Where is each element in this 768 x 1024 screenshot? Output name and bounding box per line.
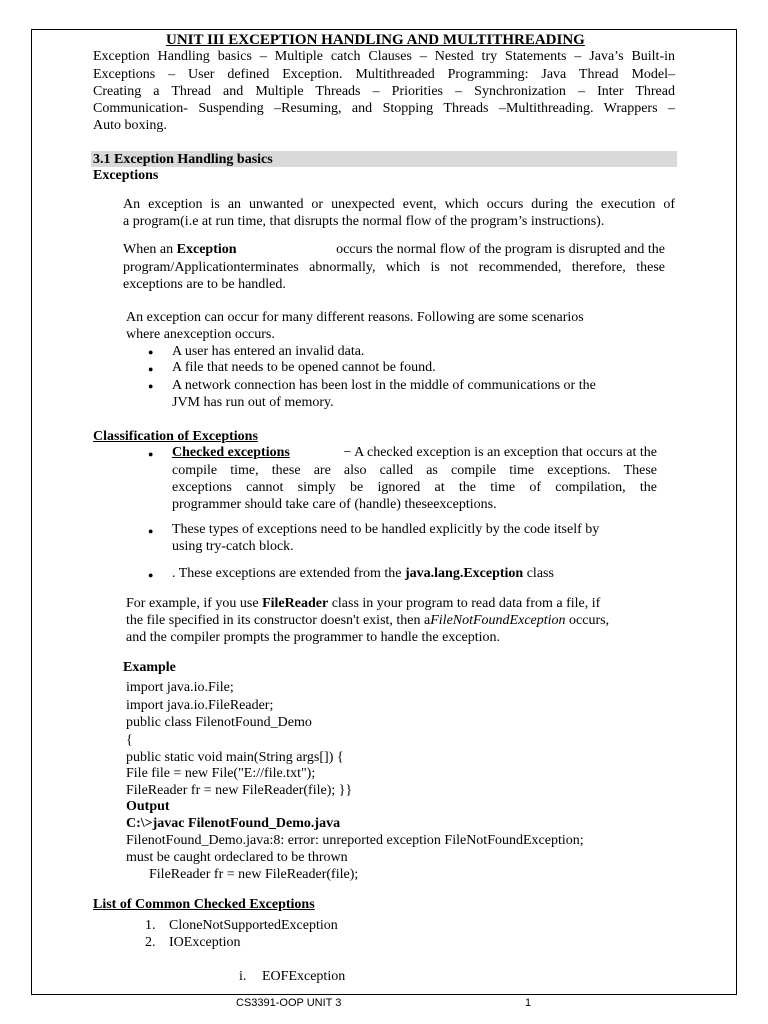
checked-label: Checked exceptions [172, 445, 290, 460]
reason-item: A file that needs to be opened cannot be found. [172, 360, 436, 375]
reason-item-continued: JVM has run out of memory. [172, 395, 334, 410]
syllabus-line: Communication- Suspending –Resuming, and Stopping Threads –Multithreading. Wrappers – [93, 101, 675, 116]
code-line: File file = new File("E://file.txt"); [126, 766, 316, 781]
list-item: CloneNotSupportedException [169, 918, 338, 933]
list-item: IOException [169, 935, 241, 950]
extended-post: class [526, 566, 554, 581]
syllabus-line: Creating a Thread and Multiple Threads – Priorities – Synchronization – Inter Thread [93, 84, 675, 99]
sub-list-item: EOFException [262, 969, 346, 984]
exceptions-heading: Exceptions [93, 168, 159, 183]
extended-pre: . These exceptions are extended from the [172, 566, 402, 581]
sub-list-number: i. [239, 969, 247, 984]
example-heading: Example [123, 660, 176, 675]
list-number: 1. [145, 918, 156, 933]
output-line: FileReader fr = new FileReader(file); [149, 867, 359, 882]
handled-line: These types of exceptions need to be handled explicitly by the code itself by [172, 522, 600, 537]
when-pre: When an [123, 242, 174, 257]
when-rest: occurs the normal flow of the program is disrupted and the [336, 242, 665, 257]
definition-line: a program(i.e at run time, that disrupts the normal flow of the program’s instructions). [123, 214, 605, 229]
code-line: import java.io.File; [126, 680, 234, 695]
classification-heading: Classification of Exceptions [93, 429, 258, 444]
footer-page-number: 1 [525, 997, 532, 1009]
reason-item: A user has entered an invalid data. [172, 344, 365, 359]
reasons-intro-line: An exception can occur for many different reasons. Following are some scenarios [126, 310, 584, 325]
bullet-dot: ● [148, 449, 154, 459]
bullet-dot: ● [148, 364, 154, 374]
list-heading: List of Common Checked Exceptions [93, 897, 315, 912]
code-line: import java.io.FileReader; [126, 698, 274, 713]
unit-title: UNIT III EXCEPTION HANDLING AND MULTITHREADING [166, 32, 585, 48]
list-number: 2. [145, 935, 156, 950]
example-para-line-3: and the compiler prompts the programmer to handle the exception. [126, 630, 500, 645]
example-para-line-2 [126, 612, 609, 629]
section-heading: 3.1 Exception Handling basics [93, 152, 273, 167]
code-line: public static void main(String args[]) { [126, 750, 344, 765]
when-line-2: program/Applicationterminates abnormally, which is not recommended, therefore, these [123, 260, 665, 275]
exception-term: Exception [176, 242, 237, 257]
bullet-dot: ● [148, 526, 154, 536]
handled-line: using try-catch block. [172, 539, 294, 554]
syllabus-line: Exceptions – User defined Exception. Multithreaded Programming: Java Thread Model– [93, 67, 675, 82]
checked-line: exceptions cannot simply be ignored at the time of compilation, the [172, 480, 657, 495]
bullet-dot: ● [148, 347, 154, 357]
code-line: FileReader fr = new FileReader(file); }} [126, 783, 353, 798]
reasons-intro-line: where anexception occurs. [126, 327, 275, 342]
code-line: { [126, 733, 133, 748]
output-command: C:\>javac FilenotFound_Demo.java [126, 816, 341, 831]
definition-line: An exception is an unwanted or unexpected event, which occurs during the execution of [123, 197, 675, 212]
when-line-3: exceptions are to be handled. [123, 277, 286, 292]
filenotfound-term: FileNotFoundException [430, 613, 566, 628]
output-line: FilenotFound_Demo.java:8: error: unreported exception FileNotFoundException; [126, 833, 584, 848]
reason-item: A network connection has been lost in the middle of communications or the [172, 378, 596, 393]
example-para-text: the file specified in its constructor doesn't exist, then a [126, 613, 431, 628]
syllabus-line: Exception Handling basics – Multiple catch Clauses – Nested try Statements – Java’s Built-in [93, 49, 675, 64]
example-para-text: occurs, [569, 613, 610, 628]
checked-def: − A checked exception is an exception that occurs at the [343, 445, 657, 460]
output-heading: Output [126, 799, 170, 814]
checked-line: programmer should take care of (handle) theseexceptions. [172, 497, 497, 512]
example-para-text: class in your program to read data from a file, if [331, 596, 601, 611]
checked-line: compile time, these are also called as compile time exceptions. These [172, 463, 657, 478]
bullet-dot: ● [148, 381, 154, 391]
example-para-line-1 [126, 595, 600, 612]
when-line-1 [123, 241, 665, 258]
extended-line [172, 565, 554, 582]
bullet-dot: ● [148, 570, 154, 580]
filereader-term: FileReader [262, 596, 329, 611]
syllabus-line: Auto boxing. [93, 118, 167, 133]
output-line: must be caught ordeclared to be thrown [126, 850, 348, 865]
java-lang-exception: java.lang.Exception [404, 566, 524, 581]
footer-course: CS3391-OOP UNIT 3 [236, 997, 342, 1009]
example-para-text: For example, if you use [126, 596, 259, 611]
checked-line-1 [172, 444, 657, 461]
code-line: public class FilenotFound_Demo [126, 715, 312, 730]
